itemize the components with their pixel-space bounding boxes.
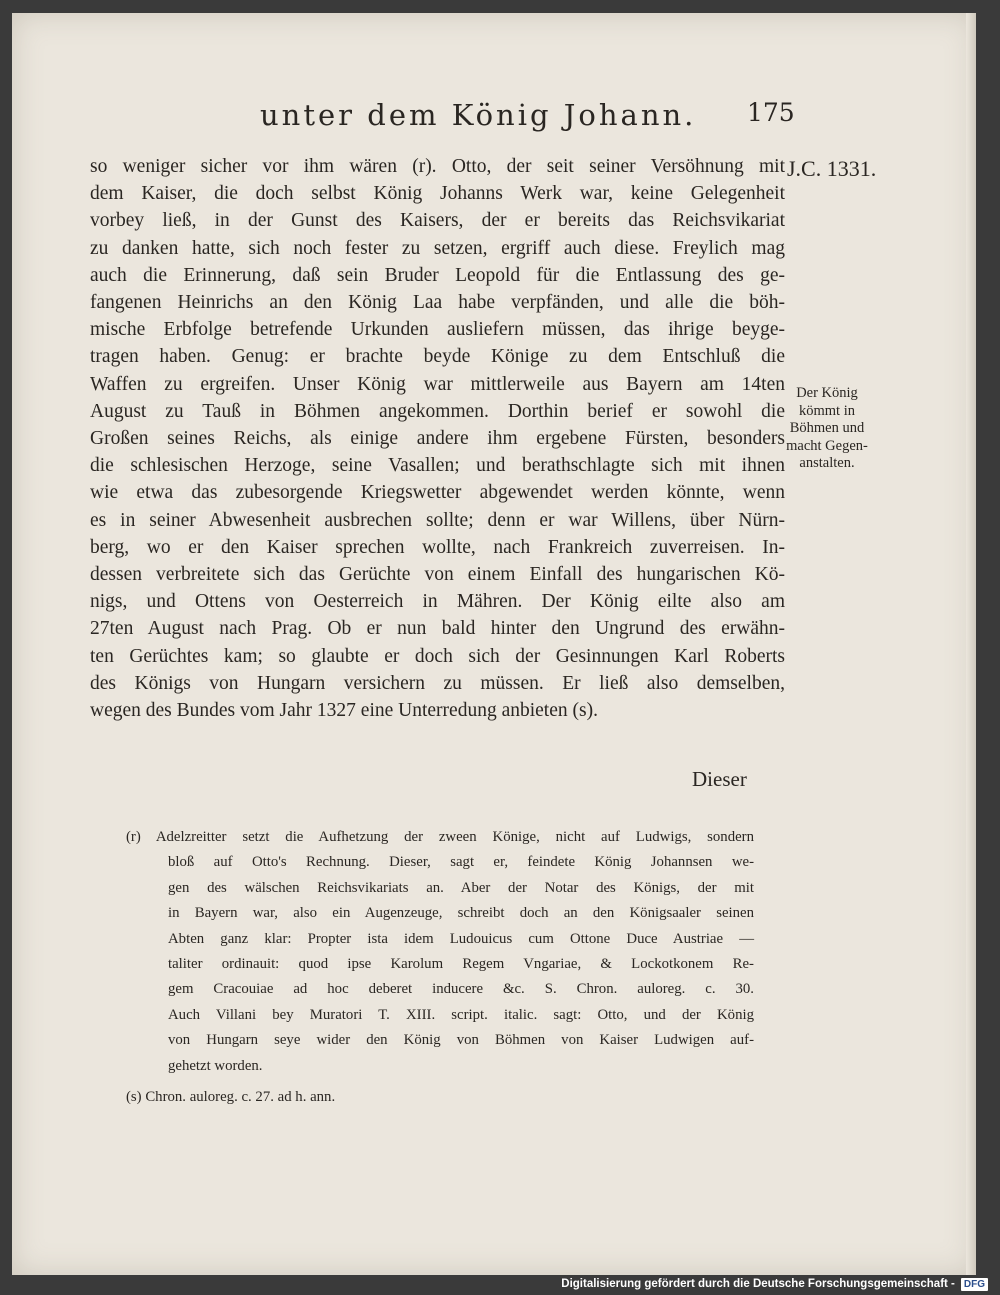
text-line: August zu Tauß in Böhmen angekommen. Dorthin berief er sowohl die: [90, 400, 785, 422]
footnote-line: gen des wälschen Reichsvikariats an. Aber der Notar des Königs, der mit: [168, 879, 754, 896]
main-text: [90, 153, 785, 724]
footnote-line: taliter ordinauit: quod ipse Karolum Regem Vngariae, & Lockotkonem Re-: [168, 956, 754, 973]
margin-note: [772, 385, 882, 473]
margin-note-line: kömmt in: [799, 402, 855, 419]
text-line: ten Gerüchtes kam; so glaubte er doch sich der Gesinnungen Karl Roberts: [90, 645, 785, 667]
dfg-logo-icon: DFG: [961, 1278, 988, 1291]
page-number: 175: [747, 98, 795, 127]
text-line: Großen seines Reichs, als einige andere ihm ergebene Fürsten, besonders: [90, 428, 785, 450]
footnote-s: (s) Chron. auloreg. c. 27. ad h. ann.: [126, 1089, 336, 1106]
running-head-title: unter dem König Johann.: [260, 98, 697, 132]
text-line: berg, wo er den Kaiser sprechen wollte, nach Frankreich zuverreisen. In-: [90, 536, 785, 558]
text-line: so weniger sicher vor ihm wären (r). Otto, der seit seiner Versöhnung mit: [90, 156, 785, 177]
text-line: zu danken hatte, sich noch fester zu setzen, ergriff auch diese. Freylich mag: [90, 237, 785, 259]
catchword: Dieser: [692, 767, 747, 791]
footnote-line: (r) Adelzreitter setzt die Aufhetzung der zween Könige, nicht auf Ludwigs, sondern: [126, 829, 754, 845]
footnote-line: gem Cracouiae ad hoc deberet inducere &c. S. Chron. auloreg. c. 30.: [168, 981, 754, 998]
footnote-line: Abten ganz klar: Propter ista idem Ludouicus cum Ottone Duce Austriae —: [168, 930, 754, 947]
digitization-credit: [561, 1275, 988, 1293]
page-edge: [966, 13, 976, 1275]
footnote-line: Auch Villani bey Muratori T. XIII. script. italic. sagt: Otto, und der König: [168, 1006, 754, 1023]
text-line: tragen haben. Genug: er brachte beyde Könige zu dem Entschluß die: [90, 346, 785, 368]
text-line: vorbey ließ, in der Gunst des Kaisers, der er bereits das Reichsvikariat: [90, 210, 785, 232]
footnote-line: bloß auf Otto's Rechnung. Dieser, sagt er, feindete König Johannsen we-: [168, 854, 754, 871]
text-line: mische Erbfolge betrefende Urkunden ausliefern müssen, das ihrige beyge-: [90, 319, 785, 341]
text-line: es in seiner Abwesenheit ausbrechen sollte; denn er war Willens, über Nürn-: [90, 509, 785, 531]
book-page: [12, 13, 976, 1275]
text-line: wegen des Bundes vom Jahr 1327 eine Unterredung anbieten (s).: [90, 700, 598, 722]
text-line: fangenen Heinrichs an den König Laa habe verpfänden, und alle die böh-: [90, 292, 785, 314]
text-line: auch die Erinnerung, daß sein Bruder Leopold für die Entlassung des ge-: [90, 264, 785, 286]
text-line: nigs, und Ottens von Oesterreich in Mähren. Der König eilte also am: [90, 591, 785, 613]
footnote-line: von Hungarn seye wider den König von Böhmen von Kaiser Ludwigen auf-: [168, 1032, 754, 1049]
text-line: dessen verbreitete sich das Gerüchte von einem Einfall des hungarischen Kö-: [90, 564, 785, 586]
text-line: dem Kaiser, die doch selbst König Johanns Werk war, keine Gelegenheit: [90, 183, 785, 205]
credit-text: Digitalisierung gefördert durch die Deutsche Forschungsgemeinschaft -: [561, 1278, 955, 1290]
margin-note-line: Böhmen und: [789, 420, 865, 436]
margin-note-line: Der König: [796, 385, 858, 401]
footnotes: [126, 825, 754, 1110]
text-line: des Königs von Hungarn versichern zu müssen. Er ließ also demselben,: [90, 672, 785, 694]
text-line: die schlesischen Herzoge, seine Vasallen; und berathschlagte sich mit ihnen: [90, 455, 785, 477]
text-line: Waffen zu ergreifen. Unser König war mittlerweile aus Bayern am 14ten: [90, 373, 785, 395]
text-line: 27ten August nach Prag. Ob er nun bald hinter den Ungrund des erwähn-: [90, 618, 785, 640]
footnote-line: in Bayern war, also ein Augenzeuge, schreibt doch an den Königsaaler seinen: [168, 905, 754, 922]
text-line: wie etwa das zubesorgende Kriegswetter abgewendet werden könnte, wenn: [90, 482, 785, 504]
running-head: [12, 98, 976, 138]
margin-note-line: macht Gegen-: [786, 437, 868, 454]
margin-note-line: anstalten.: [799, 455, 855, 471]
footnote-line: gehetzt worden.: [168, 1057, 263, 1074]
margin-year: J.C. 1331.: [787, 156, 877, 181]
